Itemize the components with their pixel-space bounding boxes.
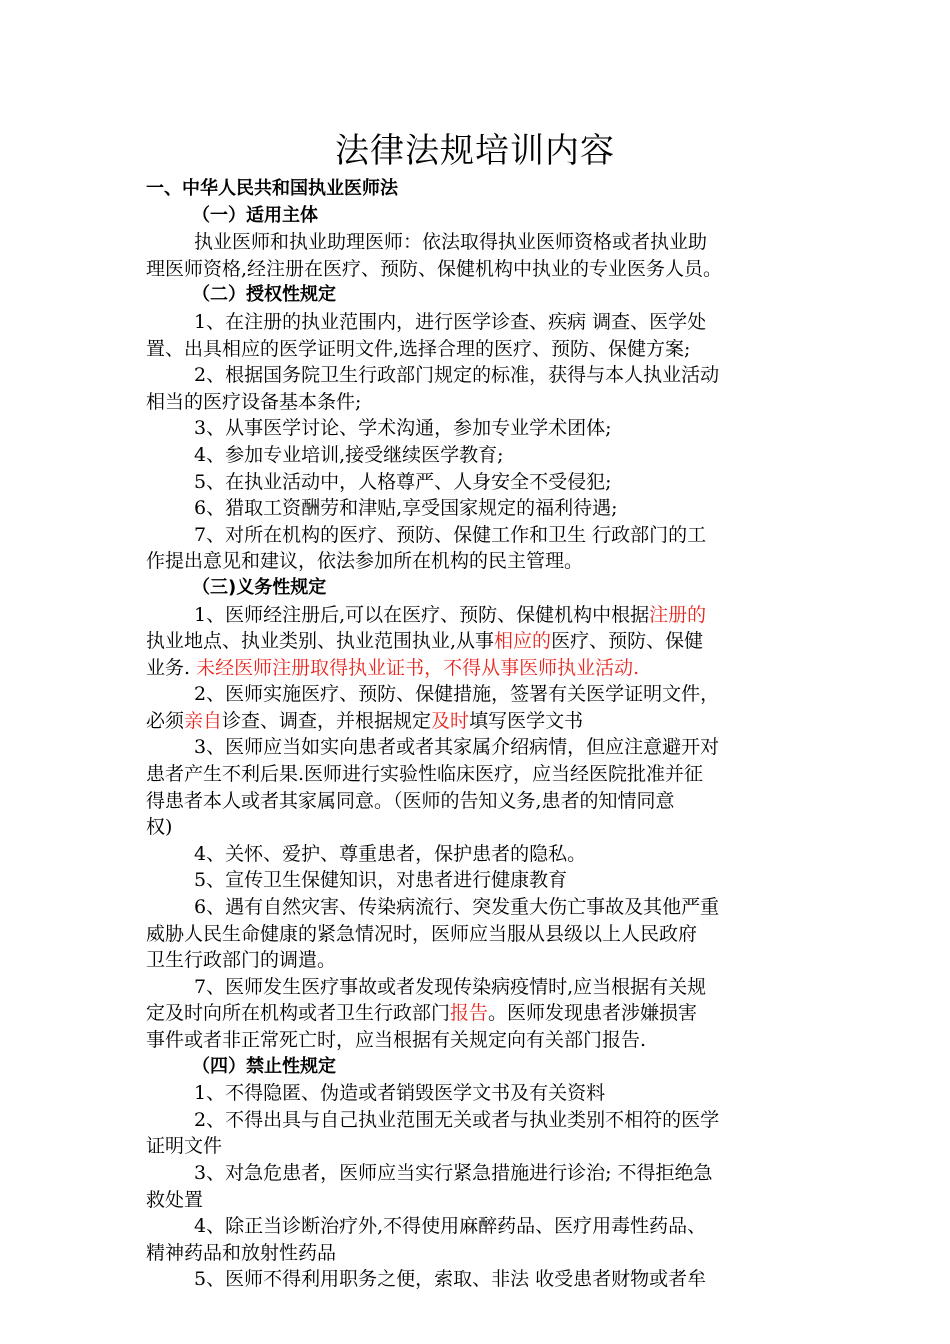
text-segment: 必须	[146, 709, 185, 732]
text-line: 4、关怀、爱护、尊重患者，保护患者的隐私。	[194, 842, 587, 865]
text-line: 7、医师发生医疗事故或者发现传染病疫情时,应当根据有关规	[194, 975, 707, 998]
text-line: 3、从事医学讨论、学术沟通，参加专业学术团体;	[194, 417, 612, 440]
highlighted-text: 报告	[450, 1002, 489, 1025]
text-line: 得患者本人或者其家属同意。（医师的告知义务,患者的知情同意	[146, 789, 675, 812]
text-line: 相当的医疗设备基本条件;	[146, 390, 362, 413]
text-line: 6、猎取工资酬劳和津贴,享受国家规定的福利待遇;	[194, 497, 618, 520]
text-line: 置、出具相应的医学证明文件,选择合理的医疗、预防、保健方案;	[146, 337, 691, 360]
text-line: 5、在执业活动中，人格尊严、人身安全不受侵犯;	[194, 470, 612, 493]
section-heading: （四）禁止性规定	[192, 1055, 336, 1077]
text-segment: 。医师发现患者涉嫌损害	[488, 1002, 698, 1025]
document-body	[146, 176, 806, 1293]
text-line: 证明文件	[146, 1135, 223, 1158]
text-line: 精神药品和放射性药品	[146, 1241, 337, 1264]
section-heading: （二）授权性规定	[192, 284, 336, 306]
text-line: 5、医师不得利用职务之便，索取、非法 收受患者财物或者牟	[194, 1268, 707, 1291]
text-line	[146, 655, 806, 682]
text-line: 权)	[146, 816, 173, 839]
section-heading: 一、中华人民共和国执业医师法	[146, 178, 398, 199]
highlighted-text: 注册的	[649, 603, 707, 626]
text-line: 患者产生不利后果.医师进行实验性临床医疗，应当经医院批准并征	[146, 763, 704, 786]
text-line: 3、医师应当如实向患者或者其家属介绍病情，但应注意避开对	[194, 736, 720, 759]
text-line	[146, 708, 806, 735]
text-line: 2、根据国务院卫生行政部门规定的标准，获得与本人执业活动	[194, 364, 720, 387]
highlighted-text: 未经医师注册取得执业证书，不得从事医师执业活动.	[190, 656, 640, 679]
text-line: 2、不得出具与自己执业范围无关或者与执业类别不相符的医学	[194, 1108, 720, 1131]
text-line: 作提出意见和建议，依法参加所在机构的民主管理。	[146, 550, 584, 573]
text-line: 6、遇有自然灾害、传染病流行、突发重大伤亡事故及其他严重	[194, 896, 720, 919]
text-line: 1、不得隐匿、伪造或者销毁医学文书及有关资料	[194, 1082, 606, 1105]
text-line: 卫生行政部门的调遣。	[146, 949, 337, 972]
text-line: 4、除正当诊断治疗外,不得使用麻醉药品、医疗用毒性药品、	[194, 1215, 707, 1238]
text-line: 理医师资格,经注册在医疗、预防、保健机构中执业的专业医务人员。	[146, 257, 723, 280]
text-segment: 定及时向所在机构或者卫生行政部门	[146, 1002, 451, 1025]
text-line	[146, 628, 806, 655]
text-line: 事件或者非正常死亡时，应当根据有关规定向有关部门报告.	[146, 1029, 647, 1051]
highlighted-text: 及时	[431, 709, 470, 732]
text-line: 4、参加专业培训,接受继续医学教育;	[194, 443, 504, 466]
text-line: 5、宣传卫生保健知识，对患者进行健康教育	[194, 869, 568, 892]
document-title: 法律法规培训内容	[335, 131, 615, 171]
text-line: 救处置	[146, 1188, 204, 1211]
text-line: 1、在注册的执业范围内，进行医学诊查、疾病 调查、医学处	[194, 310, 707, 333]
section-heading: （三)义务性规定	[192, 576, 327, 598]
text-segment: 业务.	[146, 656, 191, 679]
highlighted-text: 相应的	[494, 630, 552, 653]
text-segment: 诊查、调查，并根据规定	[222, 709, 432, 732]
text-segment: 医疗、预防、保健	[551, 630, 704, 653]
text-line: 2、医师实施医疗、预防、保健措施，签署有关医学证明文件，	[194, 683, 720, 706]
text-line: 3、对急危患者，医师应当实行紧急措施进行诊治; 不得拒绝急	[194, 1161, 713, 1184]
text-segment: 填写医学文书	[469, 709, 584, 732]
text-line	[146, 1000, 806, 1027]
text-segment: 1、医师经注册后,可以在医疗、预防、保健机构中根据	[194, 603, 650, 626]
text-line	[146, 602, 806, 629]
text-segment: 执业地点、执业类别、执业范围执业,从事	[146, 630, 495, 653]
highlighted-text: 亲自	[184, 709, 223, 732]
text-line: 7、对所在机构的医疗、预防、保健工作和卫生 行政部门的工	[194, 523, 707, 546]
text-line: 威胁人民生命健康的紧急情况时，医师应当服从县级以上人民政府	[146, 922, 698, 945]
text-line: 执业医师和执业助理医师：依法取得执业医师资格或者执业助	[194, 231, 708, 254]
section-heading: （一）适用主体	[192, 204, 318, 226]
